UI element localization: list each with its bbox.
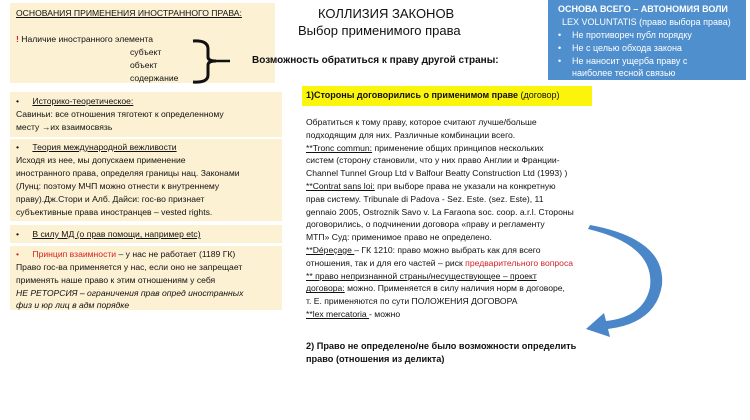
line-text: подходящим для них. Различные комбинации всего. — [306, 129, 516, 140]
underlined-term: ** право непризнанной страны/несуществующее – проект — [306, 270, 537, 281]
section2-line-1: 2) Право не определено/не было возможности определить — [306, 341, 577, 351]
line-text: т. Е. применяются по сути ПОЛОЖЕНИЯ ДОГОВОРА — [306, 296, 518, 307]
section1-line — [306, 180, 616, 193]
treaty-heading: • В силу МД (о прав помощи, например etc) — [16, 229, 201, 239]
line-text: gennaio 2005, Ostroznik Savo v. La Faraona soc. coop. a.r.l. Стороны — [306, 206, 574, 217]
slide-title: КОЛЛИЗИЯ ЗАКОНОВ — [318, 6, 455, 21]
retorsion-line-1: НЕ РЕТОРСИЯ – ограничения прав опред иностранных — [16, 288, 244, 298]
comity-line-2: иностранного права, определяя границы нац. Законами — [16, 168, 240, 178]
treaty-box — [10, 225, 282, 243]
historical-box — [10, 92, 282, 137]
autonomy-box — [548, 0, 746, 80]
reciprocity-heading: • Принцип взаимности – у нас не работает (1189 ГК) — [16, 249, 236, 259]
line-text: Channel Tunnel Group Ltd v Balfour Beatty Construction Ltd (1993) ) — [306, 168, 568, 179]
autonomy-bullet-3-cont: наиболее тесной связью — [572, 68, 676, 78]
section1-line — [306, 116, 616, 129]
autonomy-heading: ОСНОВА ВСЕГО – АВТОНОМИЯ ВОЛИ — [558, 4, 728, 14]
reciprocity-line-2: применять наше право к этим отношениям у себя — [16, 275, 216, 285]
historical-line-2: месту →их взаимосвязь — [16, 122, 113, 132]
line-text: Обратиться к тому праву, которое считают лучше/больше — [306, 117, 537, 127]
section1-line — [306, 129, 616, 142]
reciprocity-line-1: Право гос-ва применяется у нас, если оно не запрещает — [16, 262, 243, 272]
autonomy-bullet-3: • Не наносит ущерба праву с — [558, 56, 688, 66]
section1-line — [306, 154, 616, 167]
section2-line-2: право (отношения из деликта) — [306, 354, 445, 364]
grounds-item-subject: субъект — [130, 47, 162, 57]
line-text: применение общих принципов нескольких — [372, 142, 544, 153]
historical-heading: • Историко-теоретическое: — [16, 96, 134, 106]
grounds-line — [16, 33, 153, 46]
section1-line — [306, 193, 616, 206]
grounds-box — [10, 3, 275, 83]
comity-heading: • Теория международной вежливости — [16, 142, 177, 152]
reciprocity-box — [10, 246, 282, 310]
comity-box — [10, 139, 282, 221]
comity-line-3: (Лунц: поэтому МЧП можно отнести к внутреннему — [16, 181, 220, 191]
underlined-term: **lex mercatoria — [306, 308, 370, 319]
line-text: отношения, так и для его частей – риск — [306, 257, 466, 268]
section1-heading: 1)Стороны договорились о применимом праве (договор) — [306, 90, 560, 100]
brace-icon — [190, 37, 240, 85]
section1-line — [306, 142, 616, 155]
line-text: договорились, о подчинении договора «праву и регламенту — [306, 219, 545, 230]
section1-heading-highlight — [302, 86, 592, 106]
autonomy-bullet-1: • Не противореч публ порядку — [558, 30, 692, 40]
line-text: прав систему. Tribunale di Padova - Sez. Este. (sez. Este), 11 — [306, 193, 544, 204]
comity-line-1: Исходя из нее, мы допускаем применение — [16, 155, 186, 165]
retorsion-line-2: физ и юр лиц в адм порядке — [16, 300, 130, 310]
grounds-item-object: объект — [130, 60, 158, 70]
historical-line-1: Савиньи: все отношения тяготеют к определенному — [16, 109, 224, 119]
curved-arrow-icon — [560, 225, 670, 340]
comity-line-4: праву).Дж.Стори и Алб. Дайси: гос-во признает — [16, 194, 205, 204]
underlined-term: **Contrat sans loi: — [306, 180, 375, 191]
line-text: при выборе права не указали на конкретную — [374, 180, 556, 191]
underlined-term: **Dépeçage — [306, 244, 355, 255]
underlined-term: договора: — [306, 283, 345, 294]
autonomy-bullet-2: • Не с целью обхода закона — [558, 43, 682, 53]
line-text: – ГК 1210: право можно выбрать как для всего — [354, 244, 541, 255]
grounds-heading: ОСНОВАНИЯ ПРИМЕНЕНИЯ ИНОСТРАННОГО ПРАВА: — [16, 8, 242, 18]
section-heading: Возможность обратиться к праву другой страны: — [252, 55, 499, 66]
section1-line — [306, 167, 616, 180]
grounds-item-content: содержание — [130, 73, 179, 83]
underlined-term: **Tronc commun: — [306, 142, 373, 153]
grounds-line-text: Наличие иностранного элемента — [21, 34, 154, 44]
highlighted-term: предварительного вопроса — [465, 257, 574, 268]
slide-subtitle: Выбор применимого права — [298, 23, 461, 38]
line-text: - можно — [369, 308, 401, 319]
exclamation-mark: ! — [16, 34, 19, 44]
line-text: МТП» Суд: применимое право не определено. — [306, 232, 492, 243]
line-text: можно. Применяется в силу наличия норм в договоре, — [344, 283, 565, 294]
section1-line — [306, 206, 616, 219]
line-text: систем (сторону становили, что у них право Англии и Франции- — [306, 155, 560, 166]
comity-line-5: субъективные права иностранцев – vested rights. — [16, 207, 213, 217]
autonomy-subheading: LEX VOLUNTATIS (право выбора права) — [562, 17, 731, 27]
